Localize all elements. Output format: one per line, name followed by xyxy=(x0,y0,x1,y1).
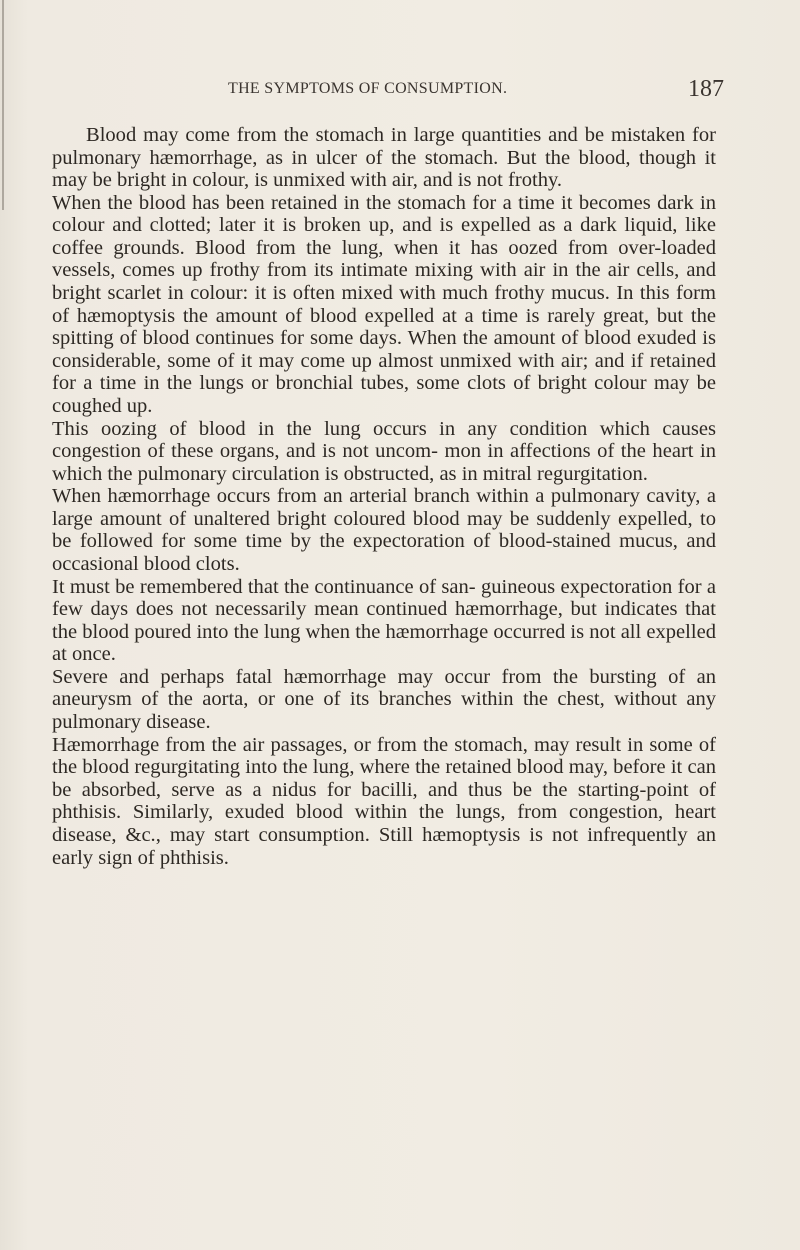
paragraph-6: Severe and perhaps fatal hæmorrhage may occur from the bursting of an aneurysm of the aorta, or one of its branches within the chest, without any pulmonary disease. xyxy=(52,665,716,734)
paragraph-3: This oozing of blood in the lung occurs in any condition which causes congestion of these organs, and is not uncom- mon in affections of the heart in which the pulmonary circulation is obstructed, as in mitral regurgitation. xyxy=(52,417,716,485)
body-text xyxy=(52,124,716,1176)
paragraph-5: It must be remembered that the continuance of san- guineous expectoration for a few days does not necessarily mean continued hæmorrhage, but indicates that the blood poured into the lung when the hæmorrhage occurred is not all expelled at once. xyxy=(52,575,716,666)
page-number: 187 xyxy=(688,76,724,102)
paragraph-2: When the blood has been retained in the stomach for a time it becomes dark in colour and clotted; later it is broken up, and is expelled as a dark liquid, like coffee grounds. Blood from the lung, when it has oozed from over-loaded vessels, comes up frothy from its intimate mixing with air in the air cells, and bright scarlet in colour: it is often mixed with much frothy mucus. In this form of hæmoptysis the amount of blood expelled at a time is rarely great, but the spitting of blood continues for some days. When the amount of blood exuded is considerable, some of it may come up almost unmixed with air; and if retained for a time in the lungs or bronchial tubes, some clots of bright colour may be coughed up. xyxy=(52,191,716,417)
paragraph-7: Hæmorrhage from the air passages, or from the stomach, may result in some of the blood regurgitating into the lung, where the retained blood may, before it can be absorbed, serve as a nidus for bacilli, and thus be the starting-point of phthisis. Similarly, exuded blood within the lungs, from congestion, heart disease, &c., may start consumption. Still hæmoptysis is not infrequently an early sign of phthisis. xyxy=(52,733,716,869)
running-head: THE SYMPTOMS OF CONSUMPTION. xyxy=(228,80,508,97)
paragraph-1: Blood may come from the stomach in large quantities and be mistaken for pulmonary hæmorrhage, as in ulcer of the stomach. But the blood, though it may be bright in colour, is unmixed with air, and is not frothy. xyxy=(52,124,716,192)
paragraph-4: When hæmorrhage occurs from an arterial branch within a pulmonary cavity, a large amount of unaltered bright coloured blood may be suddenly expelled, to be followed for some time by the expectoration of blood-stained mucus, and occasional blood clots. xyxy=(52,485,716,575)
page-edge-line xyxy=(2,0,4,210)
page-header xyxy=(228,76,724,106)
